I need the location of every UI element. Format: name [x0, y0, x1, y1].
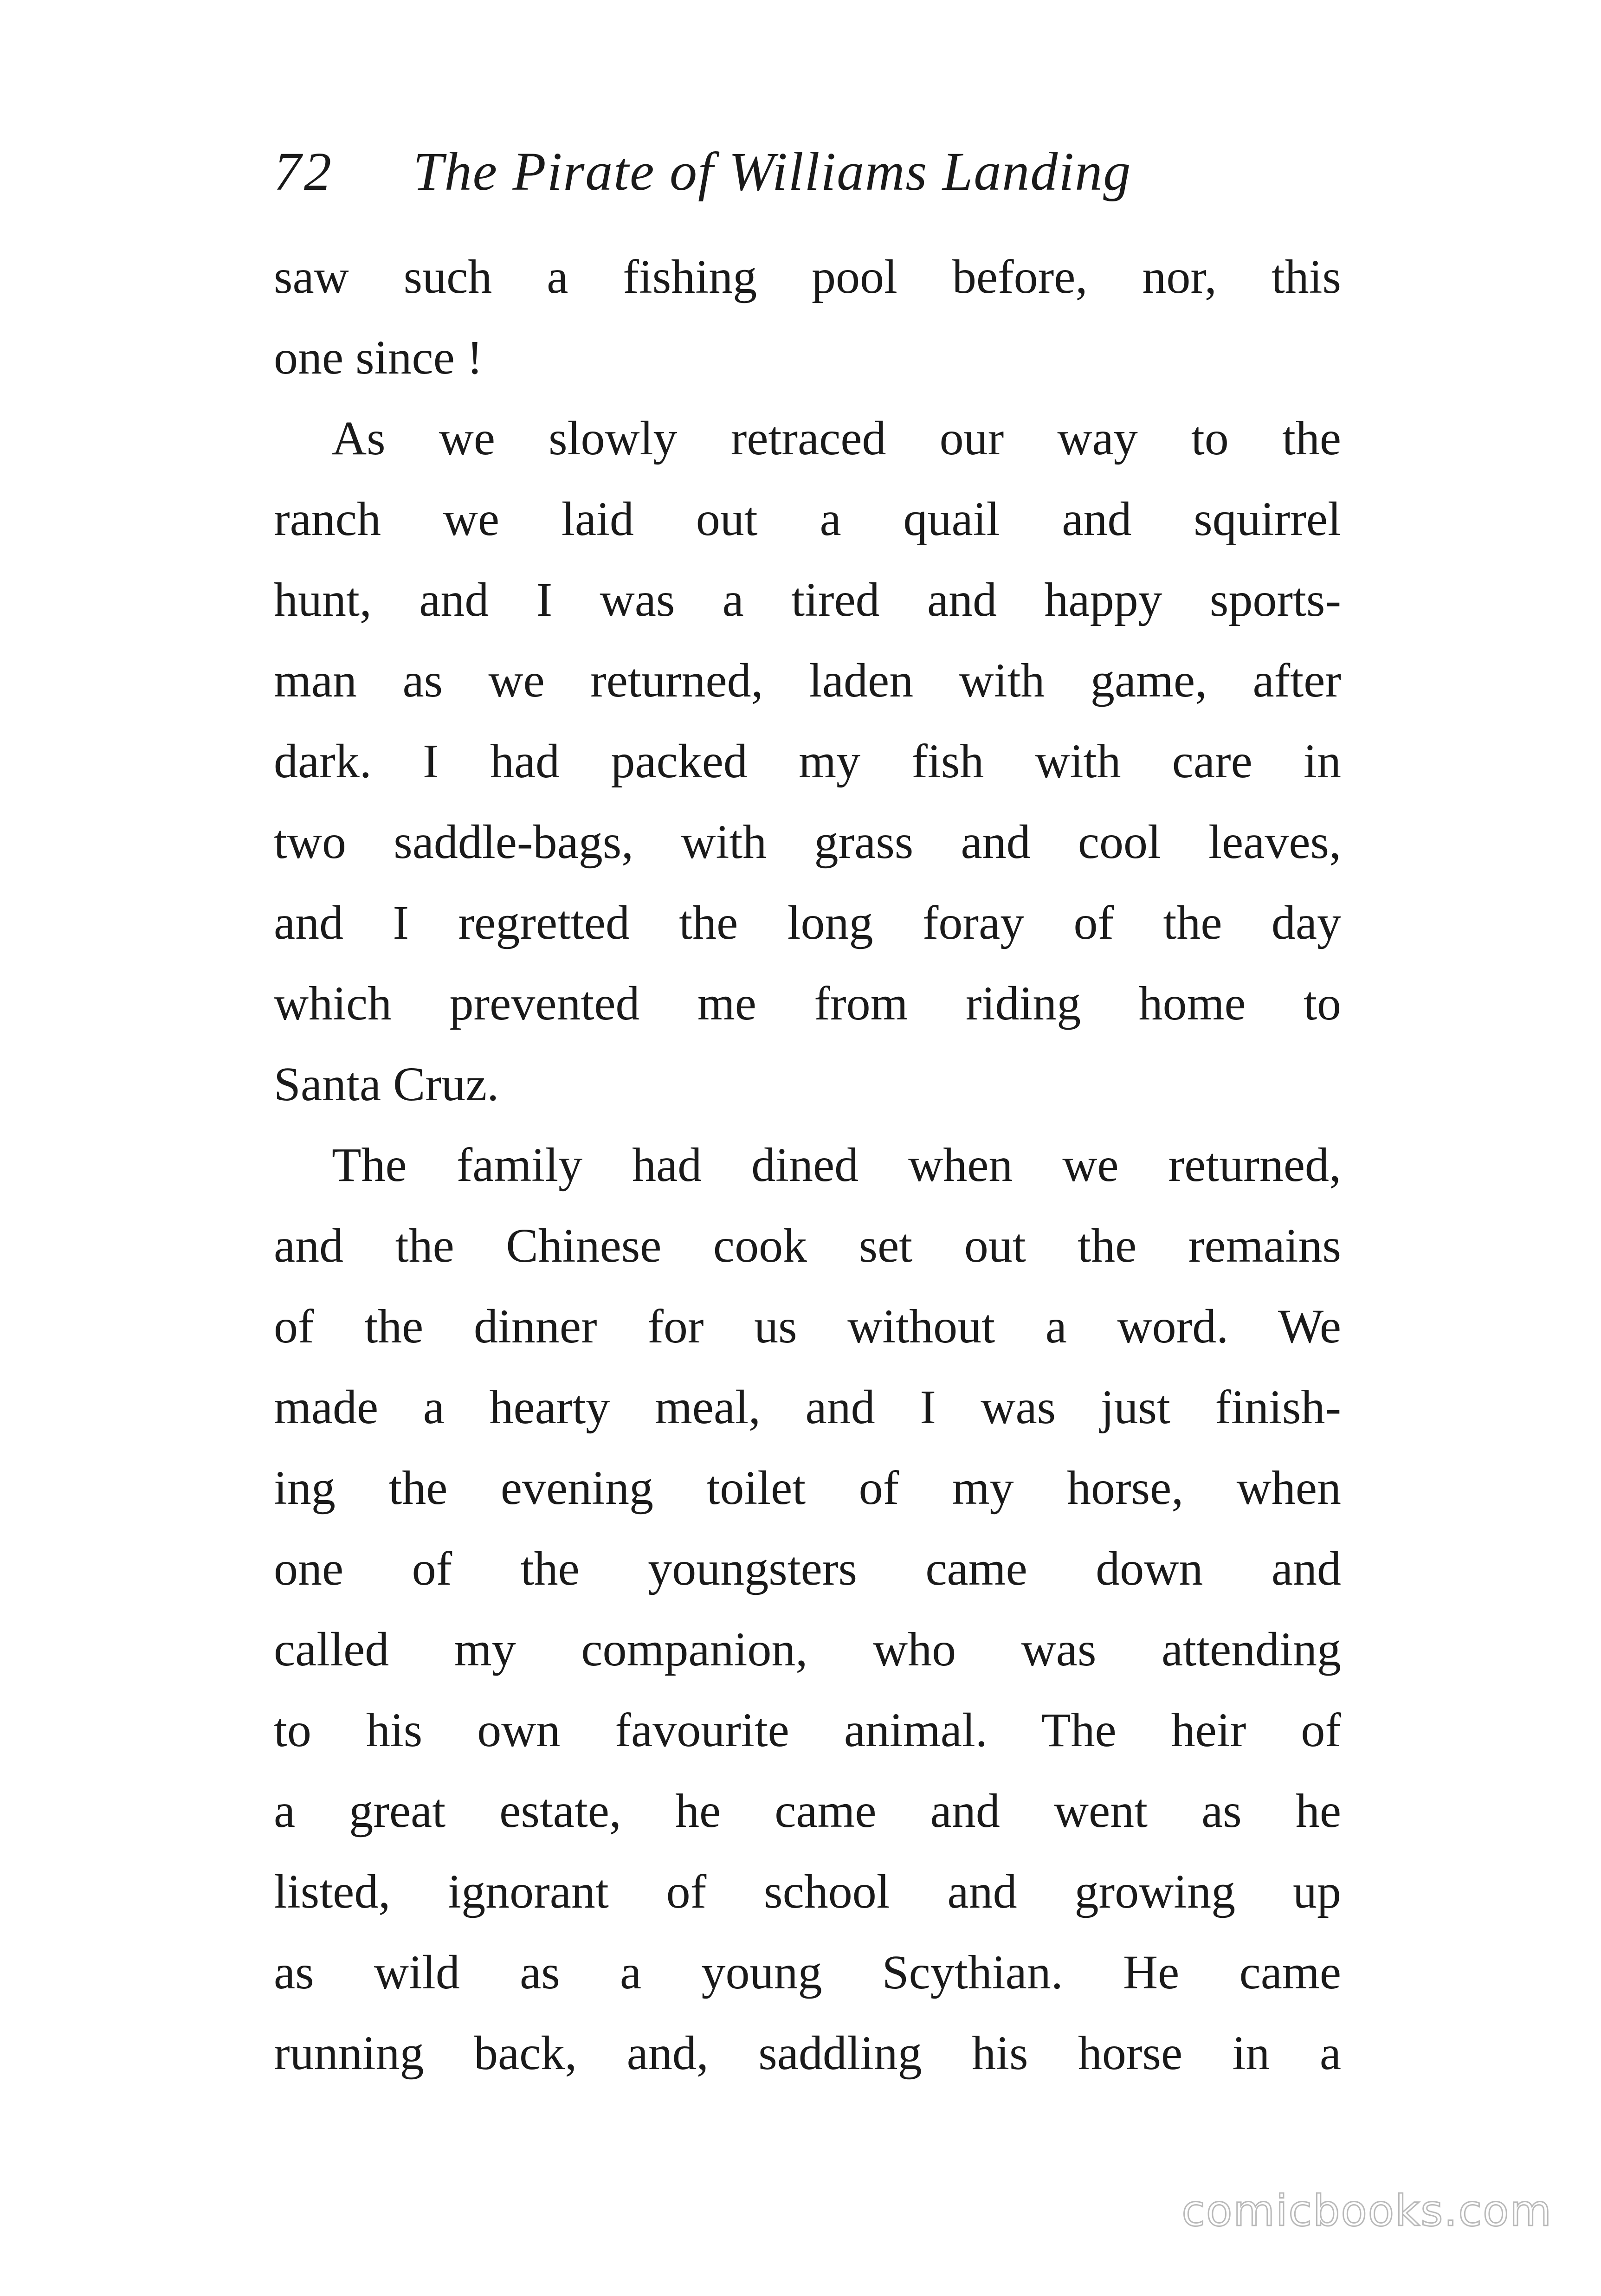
- running-title: The Pirate of Williams Landing: [413, 141, 1132, 202]
- text-line: which prevented me from riding home to: [274, 977, 1341, 1030]
- text-line: ing the evening toilet of my horse, when: [274, 1461, 1341, 1515]
- text-line: and the Chinese cook set out the remains: [274, 1219, 1341, 1272]
- text-line: two saddle-bags, with grass and cool leaves,: [274, 815, 1341, 869]
- text-line: ranch we laid out a quail and squirrel: [274, 492, 1341, 546]
- text-line: and I regretted the long foray of the day: [274, 896, 1341, 949]
- text-line: running back, and, saddling his horse in a: [274, 2026, 1341, 2080]
- text-line: Santa Cruz.: [274, 1058, 499, 1111]
- running-head: [274, 135, 1341, 209]
- text-line: listed, ignorant of school and growing up: [274, 1865, 1341, 1918]
- text-line: saw such a fishing pool before, nor, this: [274, 250, 1341, 303]
- text-line: dark. I had packed my fish with care in: [274, 735, 1341, 788]
- text-line: as wild as a young Scythian. He came: [274, 1946, 1341, 1999]
- text-line: one of the youngsters came down and: [274, 1542, 1341, 1595]
- watermark: comicbooks.com: [1181, 2186, 1552, 2236]
- text-line: of the dinner for us without a word. We: [274, 1300, 1341, 1353]
- paragraph-first-line: The family had dined when we returned,: [332, 1138, 1341, 1192]
- paragraph-first-line: As we slowly retraced our way to the: [332, 412, 1341, 465]
- text-line: man as we returned, laden with game, after: [274, 654, 1341, 707]
- text-line: one since !: [274, 331, 483, 384]
- page-number: 72: [274, 141, 334, 202]
- text-line: a great estate, he came and went as he: [274, 1784, 1341, 1838]
- text-line: called my companion, who was attending: [274, 1623, 1341, 1676]
- text-line: made a hearty meal, and I was just finish-: [274, 1380, 1341, 1434]
- text-line: hunt, and I was a tired and happy sports-: [274, 573, 1341, 626]
- body-text: [274, 237, 1341, 2094]
- text-line: to his own favourite animal. The heir of: [274, 1703, 1341, 1757]
